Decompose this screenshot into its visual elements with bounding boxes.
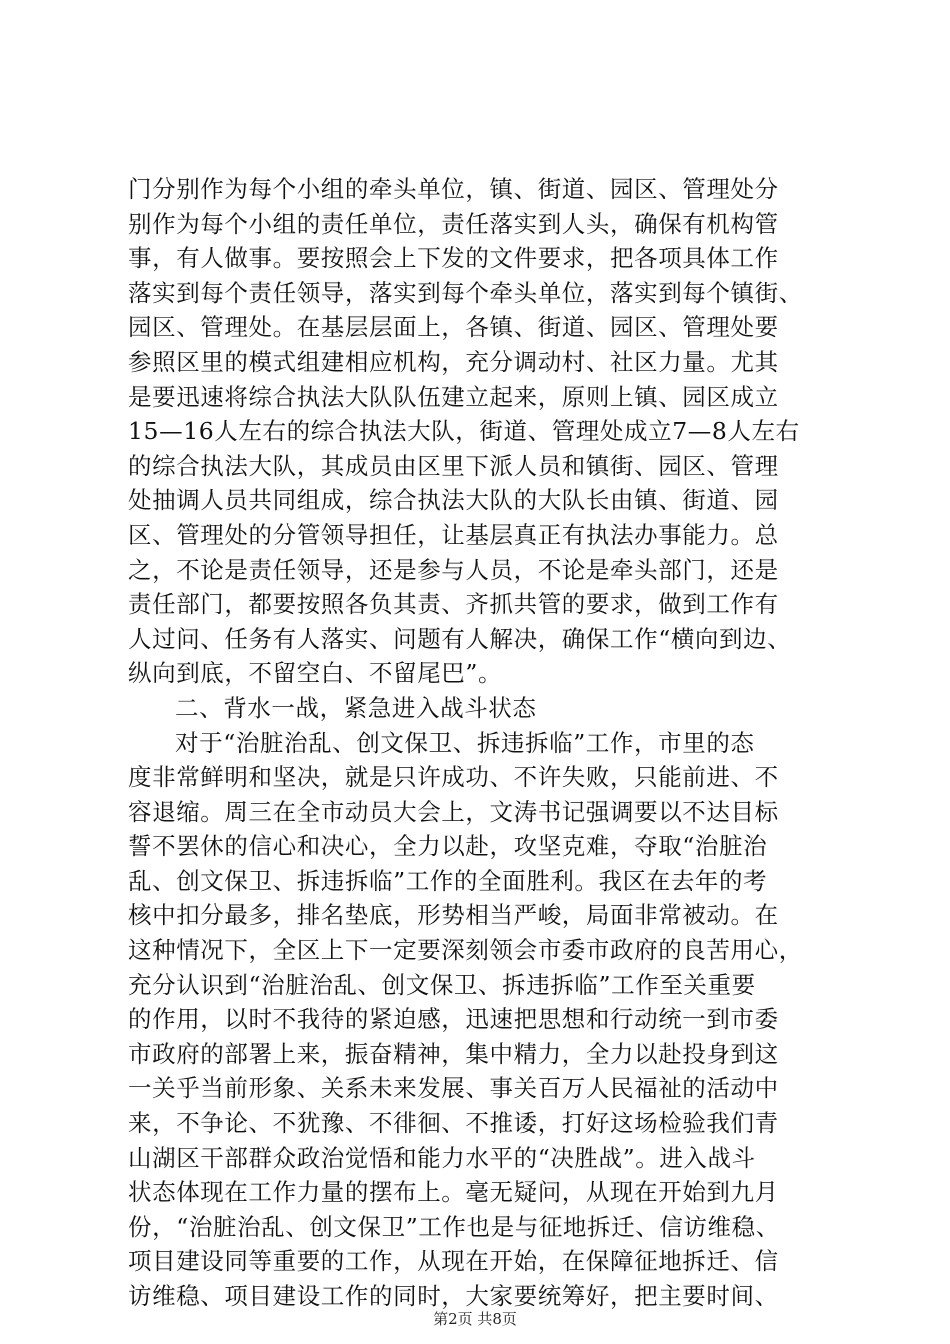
text-line: 责任部门，都要按照各负其责、齐抓共管的要求，做到工作有 [128,590,779,619]
text-line: 是要迅速将综合执法大队队伍建立起来，原则上镇、园区成立 [128,382,779,411]
text-line: 纵向到底，不留空白、不留尾巴”。 [128,659,503,688]
text-line: 参照区里的模式组建相应机构，充分调动村、社区力量。尤其 [128,347,779,376]
text-line: 的综合执法大队，其成员由区里下派人员和镇街、园区、管理 [128,451,779,480]
text-line: 的作用，以时不我待的紧迫感，迅速把思想和行动统一到市委 [128,1005,779,1034]
text-line: 乱、创文保卫、拆违拆临”工作的全面胜利。我区在去年的考 [128,866,768,895]
text-line: 门分别作为每个小组的牵头单位，镇、街道、园区、管理处分 [128,175,779,203]
text-line: 山湖区干部群众政治觉悟和能力水平的“决胜战”。进入战斗 [128,1143,756,1172]
text-line: 一关乎当前形象、关系未来发展、事关百万人民福祉的活动中 [128,1074,779,1103]
body-text [128,172,828,1314]
text-line: 区、管理处的分管领导担任，让基层真正有执法办事能力。总 [128,520,779,549]
text-line: 访维稳、项目建设工作的同时，大家要统筹好，把主要时间、 [128,1282,779,1310]
text-line: 来，不争论、不犹豫、不徘徊、不推诿，打好这场检验我们青 [128,1109,779,1138]
text-line: 园区、管理处。在基层层面上，各镇、街道、园区、管理处要 [128,313,779,342]
text-line: 容退缩。周三在全市动员大会上，文涛书记强调要以不达目标 [128,797,779,826]
text-line: 之，不论是责任领导，还是参与人员，不论是牵头部门，还是 [128,555,779,584]
section-heading: 二、背水一战，紧急进入战斗状态 [175,693,537,722]
text-line: 誓不罢休的信心和决心，全力以赴，攻坚克难，夺取“治脏治 [128,832,768,861]
text-line: 核中扣分最多，排名垫底，形势相当严峻，局面非常被动。在 [128,901,779,930]
text-line: 状态体现在工作力量的摆布上。毫无疑问，从现在开始到九月 [128,1178,779,1207]
text-line: 市政府的部署上来，振奋精神，集中精力，全力以赴投身到这 [128,1039,779,1068]
text-line: 别作为每个小组的责任单位，责任落实到人头，确保有机构管 [128,209,779,238]
text-line: 处抽调人员共同组成，综合执法大队的大队长由镇、街道、园 [128,486,779,515]
text-line: 事，有人做事。要按照会上下发的文件要求，把各项具体工作 [128,244,779,273]
text-line: 项目建设同等重要的工作，从现在开始，在保障征地拆迁、信 [128,1247,779,1276]
text-line: 充分认识到“治脏治乱、创文保卫、拆违拆临”工作至关重要 [128,970,756,999]
text-line: 落实到每个责任领导，落实到每个牵头单位，落实到每个镇街、 [128,278,803,307]
page-number: 第2页 共8页 [433,1310,517,1328]
text-line: 人过问、任务有人落实、问题有人解决，确保工作“横向到边、 [128,624,792,653]
text-line: 份，“治脏治乱、创文保卫”工作也是与征地拆迁、信访维稳、 [128,1212,780,1241]
text-line: 对于“治脏治乱、创文保卫、拆违拆临”工作，市里的态 [175,728,755,757]
text-line: 这种情况下，全区上下一定要深刻领会市委市政府的良苦用心， [128,936,803,965]
text-line: 度非常鲜明和坚决，就是只许成功、不许失败，只能前进、不 [128,763,779,792]
text-line: 15—16人左右的综合执法大队，街道、管理处成立7—8人左右 [128,417,800,446]
